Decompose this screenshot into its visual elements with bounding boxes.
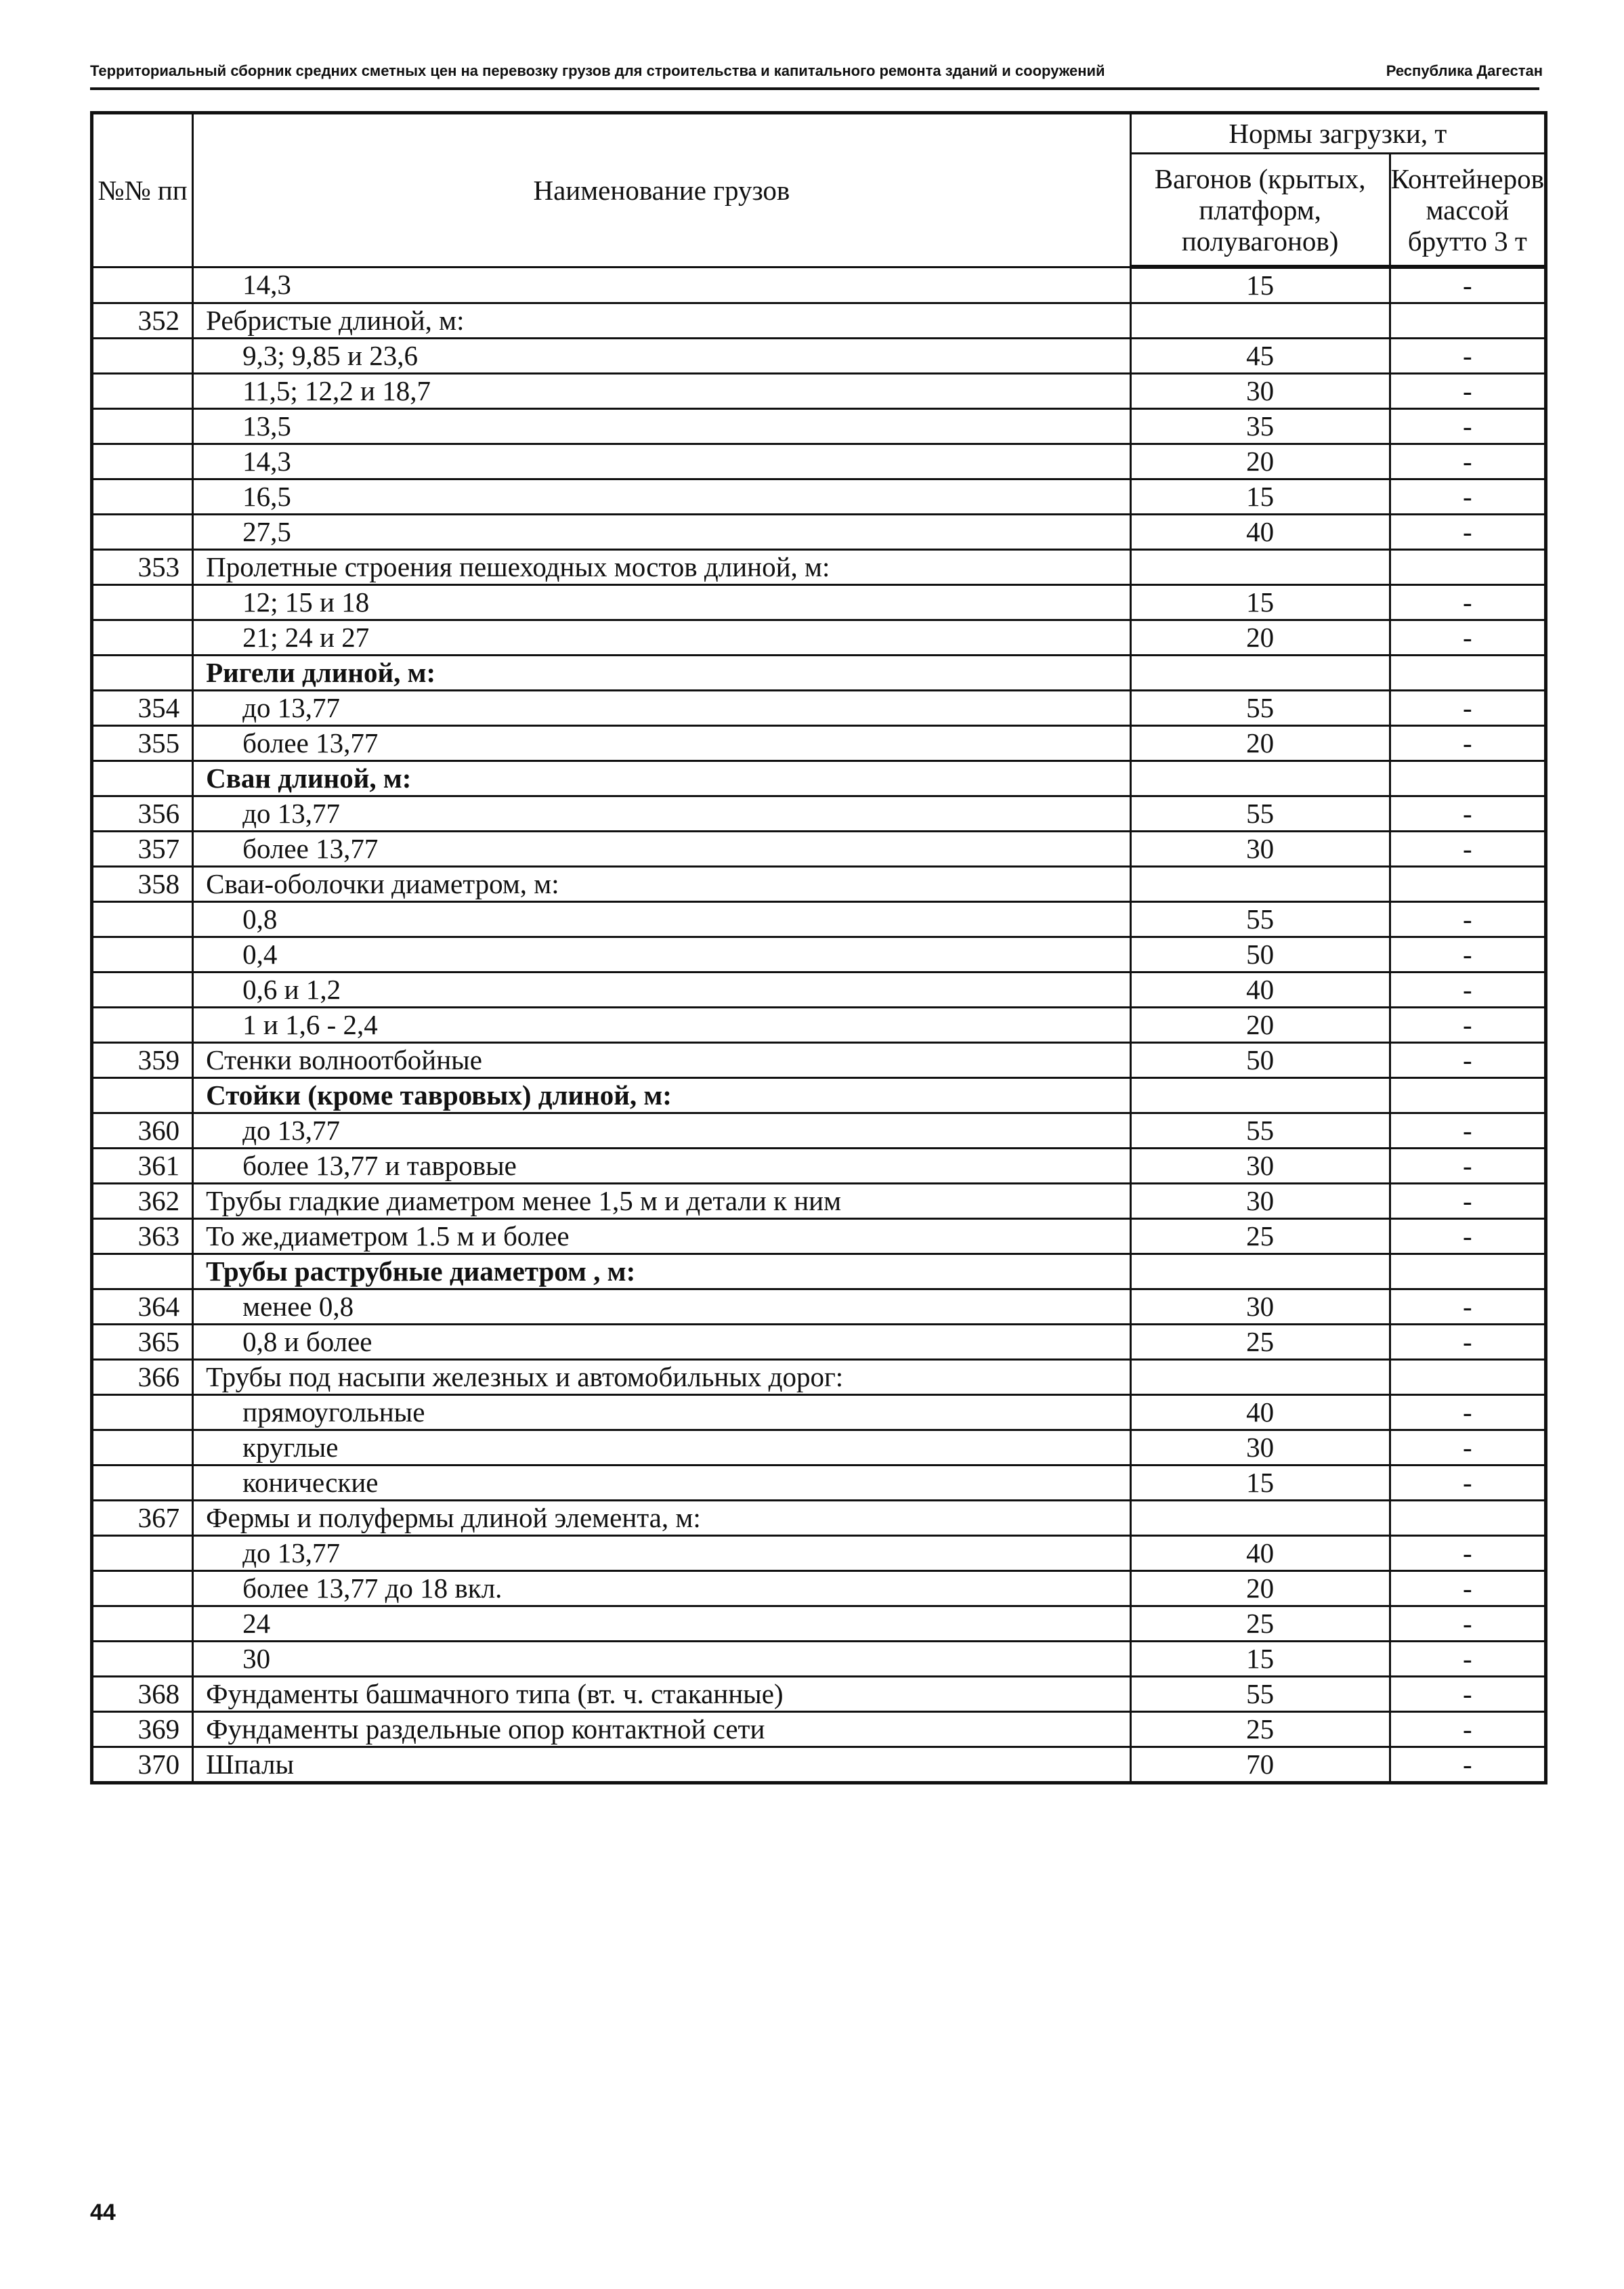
containers-norm: - [1390,1113,1545,1149]
containers-norm: - [1390,585,1545,620]
cargo-name: 0,4 [193,937,1130,972]
running-header-region: Республика Дагестан [1386,62,1543,79]
column-header-containers: Контейнеров массой брутто 3 т [1390,154,1545,268]
row-number [92,902,193,937]
table-row [92,1113,1546,1149]
row-number [92,1606,193,1642]
wagons-norm: 20 [1130,726,1390,761]
containers-norm [1390,1360,1545,1395]
wagons-norm: 55 [1130,902,1390,937]
row-number: 356 [92,796,193,832]
wagons-norm: 30 [1130,1430,1390,1466]
cargo-name: 0,8 [193,902,1130,937]
table-row [92,1571,1546,1606]
cargo-name: конические [193,1466,1130,1501]
cargo-name: 12; 15 и 18 [193,585,1130,620]
row-number: 370 [92,1747,193,1783]
cargo-name: 1 и 1,6 - 2,4 [193,1008,1130,1043]
cargo-name: более 13,77 до 18 вкл. [193,1571,1130,1606]
table-row [92,479,1546,515]
row-number [92,656,193,691]
wagons-norm: 30 [1130,374,1390,409]
containers-norm: - [1390,1571,1545,1606]
table-row [92,1747,1546,1783]
cargo-name: 13,5 [193,409,1130,444]
wagons-norm [1130,303,1390,339]
containers-norm: - [1390,1466,1545,1501]
cargo-name: 9,3; 9,85 и 23,6 [193,339,1130,374]
column-header-wagons: Вагонов (крытых, платформ, полувагонов) [1130,154,1390,268]
table-row [92,1043,1546,1078]
containers-norm: - [1390,1149,1545,1184]
table-row [92,1606,1546,1642]
table-row [92,796,1546,832]
containers-norm: - [1390,267,1545,303]
containers-norm: - [1390,444,1545,479]
cargo-name: 0,8 и более [193,1325,1130,1360]
containers-norm [1390,1501,1545,1536]
row-number: 363 [92,1219,193,1254]
cargo-name: Ребристые длиной, м: [193,303,1130,339]
cargo-name: более 13,77 [193,726,1130,761]
wagons-norm: 20 [1130,1008,1390,1043]
wagons-norm: 30 [1130,1149,1390,1184]
row-number [92,620,193,656]
cargo-name: 30 [193,1642,1130,1677]
table-row [92,1501,1546,1536]
wagons-norm: 30 [1130,1289,1390,1325]
cargo-name: Фундаменты башмачного типа (вт. ч. стаканные) [193,1677,1130,1712]
cargo-name: 14,3 [193,444,1130,479]
wagons-norm: 25 [1130,1219,1390,1254]
wagons-norm: 15 [1130,585,1390,620]
table-row [92,867,1546,902]
running-header-title: Территориальный сборник средних сметных цен на перевозку грузов для строительства и капитального ремонта зданий и сооружений [90,62,1105,79]
containers-norm: - [1390,620,1545,656]
wagons-norm [1130,1360,1390,1395]
cargo-name: Фермы и полуфермы длиной элемента, м: [193,1501,1130,1536]
cargo-name: Стойки (кроме тавровых) длиной, м: [193,1078,1130,1113]
containers-norm [1390,303,1545,339]
row-number [92,267,193,303]
wagons-norm [1130,867,1390,902]
table-row [92,515,1546,550]
containers-norm: - [1390,937,1545,972]
page-number: 44 [90,2200,116,2225]
cargo-name: 21; 24 и 27 [193,620,1130,656]
cargo-name: Сван длиной, м: [193,761,1130,796]
containers-norm: - [1390,515,1545,550]
row-number [92,585,193,620]
cargo-name: 27,5 [193,515,1130,550]
table-row [92,1289,1546,1325]
row-number [92,1466,193,1501]
row-number [92,1395,193,1430]
wagons-norm: 20 [1130,620,1390,656]
cargo-name: 14,3 [193,267,1130,303]
row-number: 357 [92,832,193,867]
table-row [92,1149,1546,1184]
containers-norm: - [1390,1289,1545,1325]
containers-norm: - [1390,1747,1545,1783]
wagons-norm [1130,550,1390,585]
wagons-norm: 50 [1130,937,1390,972]
containers-norm: - [1390,1430,1545,1466]
column-header-cargo-name: Наименование грузов [193,113,1130,268]
cargo-name: Трубы гладкие диаметром менее 1,5 м и детали к ним [193,1184,1130,1219]
containers-norm: - [1390,796,1545,832]
cargo-name: Шпалы [193,1747,1130,1783]
wagons-norm [1130,1078,1390,1113]
table-row [92,1254,1546,1289]
table-row [92,1219,1546,1254]
containers-norm: - [1390,339,1545,374]
cargo-name: Стенки волноотбойные [193,1043,1130,1078]
wagons-norm [1130,656,1390,691]
table-row [92,1712,1546,1747]
wagons-norm: 25 [1130,1712,1390,1747]
table-row [92,1430,1546,1466]
table-row [92,761,1546,796]
table-row [92,902,1546,937]
table-row [92,1008,1546,1043]
wagons-norm: 50 [1130,1043,1390,1078]
cargo-name: Сваи-оболочки диаметром, м: [193,867,1130,902]
table-row [92,1642,1546,1677]
cargo-name: 0,6 и 1,2 [193,972,1130,1008]
wagons-norm [1130,1501,1390,1536]
wagons-norm: 25 [1130,1325,1390,1360]
wagons-norm: 20 [1130,444,1390,479]
row-number [92,761,193,796]
wagons-norm: 20 [1130,1571,1390,1606]
cargo-name: круглые [193,1430,1130,1466]
containers-norm: - [1390,1219,1545,1254]
row-number: 366 [92,1360,193,1395]
table-row [92,444,1546,479]
cargo-name: более 13,77 [193,832,1130,867]
table-row [92,691,1546,726]
table-header [92,113,1546,268]
containers-norm: - [1390,479,1545,515]
table-row [92,339,1546,374]
row-number: 353 [92,550,193,585]
table-row [92,374,1546,409]
column-header-number: №№ пп [92,113,193,268]
containers-norm [1390,656,1545,691]
containers-norm: - [1390,1606,1545,1642]
wagons-norm: 30 [1130,832,1390,867]
row-number [92,937,193,972]
row-number [92,1571,193,1606]
row-number: 359 [92,1043,193,1078]
cargo-name: до 13,77 [193,1536,1130,1571]
cargo-name: более 13,77 и тавровые [193,1149,1130,1184]
containers-norm [1390,1254,1545,1289]
containers-norm [1390,1078,1545,1113]
table-row [92,267,1546,303]
containers-norm: - [1390,1008,1545,1043]
row-number [92,972,193,1008]
wagons-norm: 25 [1130,1606,1390,1642]
row-number [92,1254,193,1289]
row-number [92,1430,193,1466]
row-number [92,1008,193,1043]
wagons-norm [1130,761,1390,796]
containers-norm: - [1390,1043,1545,1078]
table-row [92,1325,1546,1360]
table-row [92,726,1546,761]
cargo-name: Пролетные строения пешеходных мостов длиной, м: [193,550,1130,585]
wagons-norm: 35 [1130,409,1390,444]
row-number [92,515,193,550]
wagons-norm: 55 [1130,1677,1390,1712]
table-row [92,1466,1546,1501]
cargo-name: Трубы раструбные диаметром , м: [193,1254,1130,1289]
table-row [92,1395,1546,1430]
table-row [92,303,1546,339]
containers-norm: - [1390,374,1545,409]
containers-norm [1390,761,1545,796]
wagons-norm: 40 [1130,972,1390,1008]
containers-norm: - [1390,691,1545,726]
row-number [92,1078,193,1113]
containers-norm: - [1390,1395,1545,1430]
containers-norm: - [1390,1184,1545,1219]
row-number [92,339,193,374]
cargo-name: Ригели длиной, м: [193,656,1130,691]
cargo-name: 24 [193,1606,1130,1642]
header-rule [90,87,1539,90]
containers-norm: - [1390,1642,1545,1677]
row-number: 355 [92,726,193,761]
loading-norms-table [90,111,1547,1784]
containers-norm: - [1390,902,1545,937]
wagons-norm: 55 [1130,796,1390,832]
column-header-loading-norms: Нормы загрузки, т [1130,113,1545,154]
wagons-norm: 55 [1130,691,1390,726]
table-row [92,1078,1546,1113]
cargo-name: Фундаменты раздельные опор контактной сети [193,1712,1130,1747]
cargo-name: до 13,77 [193,691,1130,726]
cargo-name: 11,5; 12,2 и 18,7 [193,374,1130,409]
table-row [92,832,1546,867]
row-number [92,409,193,444]
row-number: 352 [92,303,193,339]
table-row [92,1677,1546,1712]
wagons-norm: 15 [1130,1642,1390,1677]
cargo-name: менее 0,8 [193,1289,1130,1325]
row-number: 367 [92,1501,193,1536]
wagons-norm: 15 [1130,1466,1390,1501]
row-number: 362 [92,1184,193,1219]
wagons-norm [1130,1254,1390,1289]
table-row [92,937,1546,972]
table-body [92,267,1546,1783]
cargo-name: Трубы под насыпи железных и автомобильных дорог: [193,1360,1130,1395]
table-row [92,550,1546,585]
table-row [92,409,1546,444]
wagons-norm: 45 [1130,339,1390,374]
table-row [92,972,1546,1008]
table-row [92,1360,1546,1395]
wagons-norm: 40 [1130,1536,1390,1571]
containers-norm: - [1390,1712,1545,1747]
containers-norm [1390,867,1545,902]
row-number: 365 [92,1325,193,1360]
wagons-norm: 40 [1130,515,1390,550]
cargo-name: до 13,77 [193,796,1130,832]
row-number [92,374,193,409]
row-number: 358 [92,867,193,902]
containers-norm: - [1390,972,1545,1008]
row-number: 364 [92,1289,193,1325]
row-number: 369 [92,1712,193,1747]
containers-norm [1390,550,1545,585]
wagons-norm: 55 [1130,1113,1390,1149]
row-number [92,444,193,479]
containers-norm: - [1390,726,1545,761]
wagons-norm: 40 [1130,1395,1390,1430]
row-number [92,479,193,515]
table-row [92,656,1546,691]
containers-norm: - [1390,1325,1545,1360]
cargo-name: 16,5 [193,479,1130,515]
table-row [92,585,1546,620]
row-number [92,1642,193,1677]
wagons-norm: 15 [1130,479,1390,515]
cargo-name: до 13,77 [193,1113,1130,1149]
table-row [92,1536,1546,1571]
wagons-norm: 15 [1130,267,1390,303]
row-number: 361 [92,1149,193,1184]
table-row [92,620,1546,656]
table-row [92,1184,1546,1219]
row-number [92,1536,193,1571]
row-number: 354 [92,691,193,726]
containers-norm: - [1390,409,1545,444]
row-number: 368 [92,1677,193,1712]
row-number: 360 [92,1113,193,1149]
containers-norm: - [1390,1536,1545,1571]
cargo-name: прямоугольные [193,1395,1130,1430]
cargo-name: То же,диаметром 1.5 м и более [193,1219,1130,1254]
wagons-norm: 70 [1130,1747,1390,1783]
containers-norm: - [1390,832,1545,867]
wagons-norm: 30 [1130,1184,1390,1219]
containers-norm: - [1390,1677,1545,1712]
